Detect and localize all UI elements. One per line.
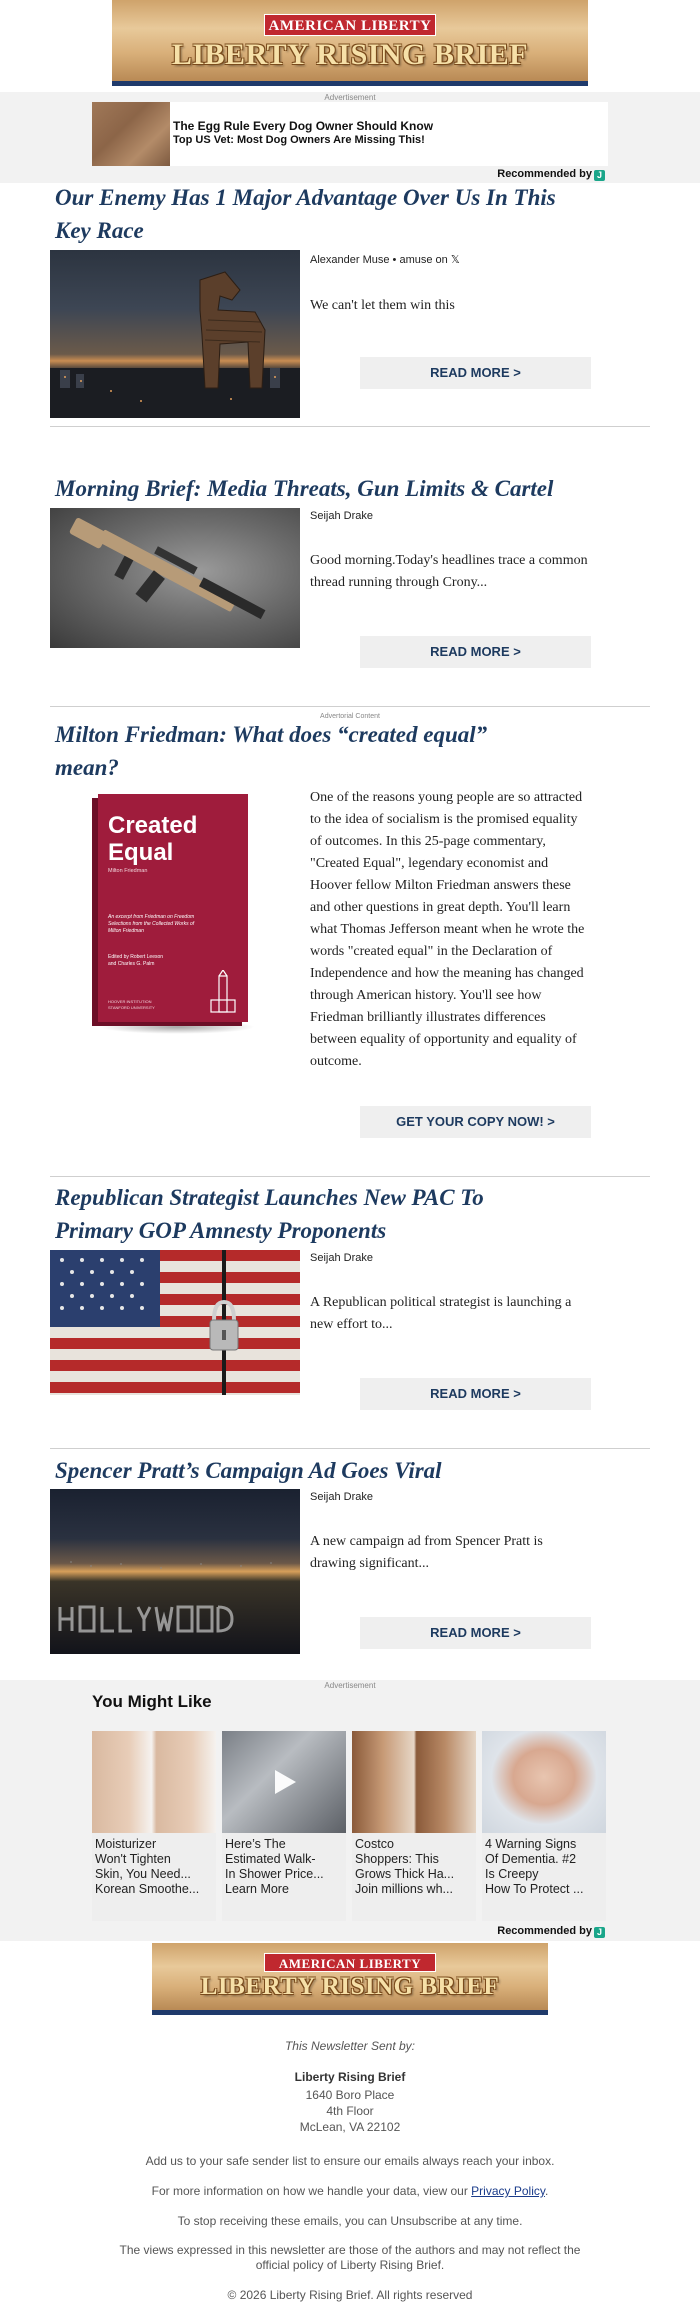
logo-title: LIBERTY RISING BRIEF <box>171 38 529 71</box>
recommended-by[interactable]: Recommended by J <box>497 168 605 181</box>
recommendation-image[interactable] <box>222 1731 346 1833</box>
flag-padlock-illustration <box>50 1250 300 1395</box>
sponsored-headline[interactable]: Milton Friedman: What does “created equal” mean? <box>55 722 488 780</box>
article-author: Alexander Muse • amuse on 𝕏 <box>310 254 460 266</box>
org-name: Liberty Rising Brief <box>294 2070 406 2084</box>
hollywood-sign-illustration <box>50 1489 300 1654</box>
get-your-copy-button[interactable]: GET YOUR COPY NOW! > <box>360 1106 591 1138</box>
hoover-tower-icon <box>206 970 240 1016</box>
book-title: Created Equal <box>108 812 198 866</box>
article-image[interactable] <box>50 1250 300 1395</box>
divider <box>50 1448 650 1449</box>
disclaimer: The views expressed in this newsletter are those of the authors and may not reflect the official policy of Liberty Rising Brief. <box>119 2243 581 2272</box>
unsubscribe-note[interactable]: To stop receiving these emails, you can Unsubscribe at any time. <box>177 2214 523 2228</box>
ad-label: Advertisement <box>324 1681 376 1690</box>
org-address: 1640 Boro Place 4th Floor McLean, VA 22102 <box>299 2088 401 2134</box>
book-front <box>98 794 248 1022</box>
trojan-horse-illustration <box>50 250 300 418</box>
newsletter-logo[interactable] <box>112 0 588 86</box>
ad-label: Advertisement <box>324 93 376 102</box>
read-more-button[interactable]: READ MORE > <box>360 357 591 389</box>
read-more-button[interactable]: READ MORE > <box>360 1378 591 1410</box>
recommendation-card[interactable]: 4 Warning Signs Of Dementia. #2 Is Creepy How To Protect ... <box>482 1731 606 1921</box>
recommendation-title[interactable]: The Egg Rule Every Dog Owner Should Know <box>173 119 434 133</box>
divider <box>50 706 650 707</box>
recommendation-card[interactable]: Moisturizer Won't Tighten Skin, You Need... Korean Smoothe... <box>92 1731 216 1921</box>
safe-sender-note: Add us to your safe sender list to ensure our emails always reach your inbox. <box>145 2154 555 2168</box>
bottom-ad-band <box>0 1680 700 1941</box>
advertorial-label: Advertorial Content <box>320 713 380 720</box>
sent-by-label: This Newsletter Sent by: <box>284 2039 416 2053</box>
book-author: Milton Friedman <box>108 868 148 874</box>
sponsored-recommendation[interactable] <box>92 102 608 166</box>
article-excerpt: A Republican political strategist is launching a new effort to... <box>310 1295 572 1332</box>
top-ad-band <box>0 92 700 183</box>
recommendation-image[interactable] <box>352 1731 476 1833</box>
article-headline[interactable]: Republican Strategist Launches New PAC To Primary GOP Amnesty Proponents <box>55 1185 484 1243</box>
article-image[interactable] <box>50 508 300 648</box>
recommendation-image[interactable] <box>482 1731 606 1833</box>
privacy-policy-link[interactable]: Privacy Policy <box>471 2184 545 2198</box>
article-author: Seijah Drake <box>310 510 373 522</box>
footer-logo[interactable] <box>152 1943 548 2015</box>
read-more-button[interactable]: READ MORE > <box>360 1617 591 1649</box>
logo-top-banner: AMERICAN LIBERTY <box>264 14 436 36</box>
logo-top-banner: AMERICAN LIBERTY <box>264 1953 436 1972</box>
book-publisher: HOOVER INSTITUTION STANFORD UNIVERSITY <box>108 999 155 1010</box>
recommendation-card[interactable]: Here’s The Estimated Walk- In Shower Price... Learn More <box>222 1731 346 1921</box>
privacy-note: For more information on how we handle your data, view our Privacy Policy. <box>151 2184 549 2198</box>
book-editors: Edited by Robert Leeson and Charles G. Palm <box>108 954 164 967</box>
recommendation-thumbnail[interactable] <box>92 102 170 166</box>
recommendation-image[interactable] <box>92 1731 216 1833</box>
recommendation-subtitle[interactable]: Top US Vet: Most Dog Owners Are Missing This! <box>173 134 425 146</box>
article-image[interactable] <box>50 250 300 418</box>
recommender-logo-icon: J <box>594 1927 605 1938</box>
divider <box>50 1176 650 1177</box>
recommended-by[interactable]: Recommended by J <box>497 1925 605 1938</box>
book-cover[interactable] <box>60 790 260 1040</box>
you-might-like-heading: You Might Like <box>92 1692 212 1711</box>
article-author: Seijah Drake <box>310 1252 373 1264</box>
article-headline[interactable]: Our Enemy Has 1 Major Advantage Over Us In This Key Race <box>55 185 556 243</box>
article-excerpt: A new campaign ad from Spencer Pratt is drawing significant... <box>310 1534 543 1571</box>
sponsored-body: One of the reasons young people are so attracted to the idea of socialism is the promised equality of outcomes. In this 25-page commentary, "Created Equal", legendary economist and Hoover fellow Milton Friedman answers these and other questions in great depth. You'll learn what Thomas Jefferson meant when he wrote the words "created equal" in the Declaration of Independence and how the meaning has changed through American history. You'll see how Friedman brilliantly illustrates differences between equality of opportunity and equality of outcome. <box>310 790 585 1069</box>
recommendation-card[interactable]: Costco Shoppers: This Grows Thick Ha... Join millions wh... <box>352 1731 476 1921</box>
book-blurb: An excerpt from Friedman on Freedom Selections from the Collected Works of Milton Friedman <box>108 914 195 934</box>
copyright: © 2026 Liberty Rising Brief. All rights reserved <box>227 2288 473 2302</box>
article-headline[interactable]: Morning Brief: Media Threats, Gun Limits & Cartel <box>55 476 554 501</box>
article-excerpt: We can't let them win this <box>310 298 455 313</box>
divider <box>50 426 650 427</box>
play-icon <box>269 1767 299 1797</box>
article-image[interactable] <box>50 1489 300 1654</box>
article-excerpt: Good morning.Today's headlines trace a common thread running through Crony... <box>310 553 588 590</box>
read-more-button[interactable]: READ MORE > <box>360 636 591 668</box>
recommender-logo-icon: J <box>594 170 605 181</box>
article-author: Seijah Drake <box>310 1491 373 1503</box>
article-headline[interactable]: Spencer Pratt’s Campaign Ad Goes Viral <box>55 1458 442 1483</box>
logo-title: LIBERTY RISING BRIEF <box>200 1973 500 2000</box>
rifle-illustration <box>50 508 300 648</box>
